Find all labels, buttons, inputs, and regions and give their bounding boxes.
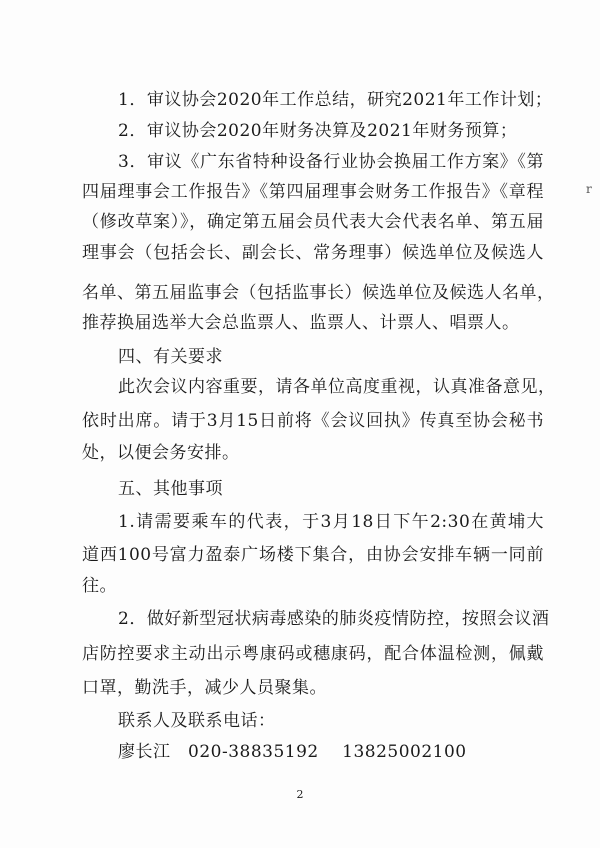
other-item-1-line-1: 1.请需要乘车的代表，于3月18日下午2:30在黄埔大 [118, 512, 544, 532]
agenda-item-3-line-1: 3．审议《广东省特种设备行业协会换届工作方案》《第 [118, 152, 544, 172]
other-item-2-line-2: 店防控要求主动出示粤康码或穗康码，配合体温检测，佩戴 [82, 644, 544, 664]
requirements-para-line-2: 依时出席。请于3月15日前将《会议回执》传真至协会秘书 [82, 411, 544, 431]
contact-heading: 联系人及联系电话： [118, 711, 276, 731]
other-item-1-line-3: 往。 [82, 576, 117, 596]
agenda-item-2: 2．审议协会2020年财务决算及2021年财务预算； [118, 121, 518, 141]
other-item-1-line-2: 道西100号富力盈泰广场楼下集合，由协会安排车辆一同前 [82, 545, 544, 565]
agenda-item-3-line-4: 理事会（包括会长、副会长、常务理事）候选单位及候选人 [82, 243, 544, 263]
contact-person-phone: 廖长江 020-38835192 13825002100 [118, 742, 467, 762]
margin-mark: r [586, 182, 592, 196]
agenda-item-3-line-3: （修改草案）》，确定第五届会员代表大会代表名单、第五届 [82, 212, 544, 232]
section-heading-other-matters: 五、其他事项 [118, 479, 223, 499]
requirements-para-line-1: 此次会议内容重要，请各单位高度重视，认真准备意见， [118, 377, 556, 397]
section-heading-requirements: 四、有关要求 [118, 347, 223, 367]
other-item-2-line-3: 口罩，勤洗手，减少人员聚集。 [82, 678, 327, 698]
page-number: 2 [296, 788, 304, 801]
other-item-2-line-1: 2．做好新型冠状病毒感染的肺炎疫情防控，按照会议酒 [118, 609, 550, 629]
agenda-item-3-line-6: 推荐换届选举大会总监票人、监票人、计票人、唱票人。 [82, 313, 520, 333]
requirements-para-line-3: 处，以便会务安排。 [82, 443, 240, 463]
agenda-item-1: 1．审议协会2020年工作总结，研究2021年工作计划； [118, 90, 553, 110]
agenda-item-3-line-2: 四届理事会工作报告》《第四届理事会财务工作报告》《章程 [82, 182, 544, 202]
agenda-item-3-line-5: 名单、第五届监事会（包括监事长）候选单位及候选人名单， [82, 283, 555, 303]
